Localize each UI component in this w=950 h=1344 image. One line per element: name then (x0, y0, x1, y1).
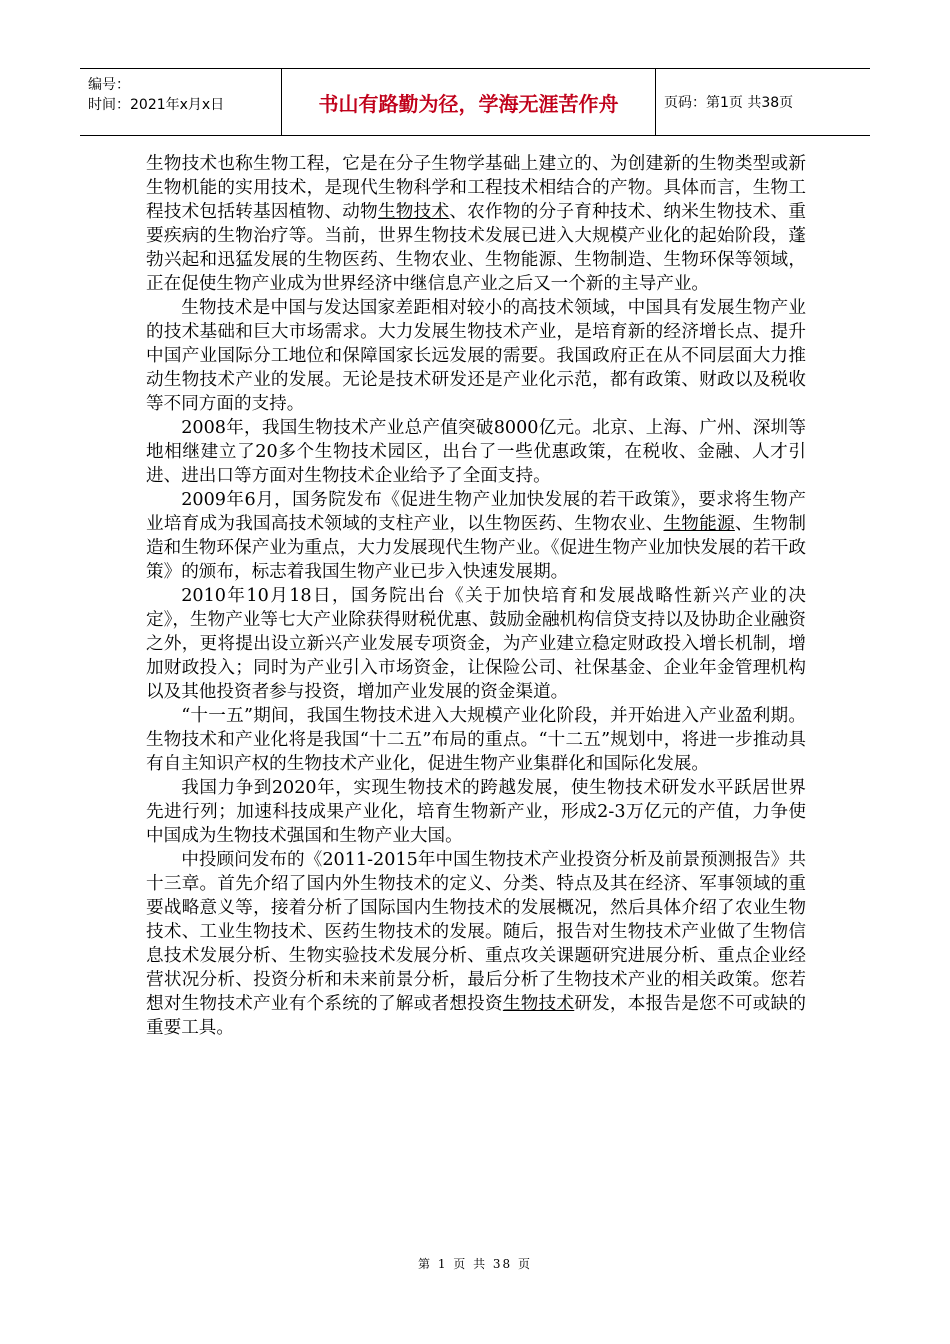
page-footer: 第 1 页 共 38 页 (418, 1257, 532, 1271)
document-body (146, 152, 806, 1040)
bioenergy-link[interactable]: 生物能源 (663, 514, 735, 534)
document-number-label: 编号： (88, 77, 130, 93)
biotech-link-2[interactable]: 生物技术 (502, 994, 575, 1014)
page-header (80, 68, 870, 136)
paragraph-7: 我国力争到2020年，实现生物技术的跨越发展，使生物技术研发水平跃居世界先进行列；加速科技成果产业化，培育生物新产业，形成2-3万亿元的产值，力争使中国成为生物技术强国和生物产业大国。 (146, 778, 806, 846)
paragraph-5: 2010年10月18日，国务院出台《关于加快培育和发展战略性新兴产业的决定》，生物产业等七大产业除获得财税优惠、鼓励金融机构信贷支持以及协助企业融资之外，更将提出设立新兴产业发展专项资金，为产业建立稳定财政投入增长机制，增加财政投入；同时为产业引入市场资金，让保险公司、社保基金、企业年金管理机构以及其他投资者参与投资，增加产业发展的资金渠道。 (146, 586, 806, 702)
paragraph-3: 2008年，我国生物技术产业总产值突破8000亿元。北京、上海、广州、深圳等地相继建立了20多个生物技术园区，出台了一些优惠政策，在税收、金融、人才引进、进出口等方面对生物技术企业给予了全面支持。 (146, 418, 806, 486)
header-page-info: 页码：第1页 共38页 (664, 95, 794, 111)
paragraph-4: 2009年6月，国务院发布《促进生物产业加快发展的若干政策》，要求将生物产业培育成为我国高技术领域的支柱产业，以生物医药、生物农业、生物能源、生物制造和生物环保产业为重点，大力发展现代生物产业。《促进生物产业加快发展的若干政策》的颁布，标志着我国生物产业已步入快速发展期。 (146, 490, 806, 582)
biotech-link[interactable]: 生物技术 (377, 202, 450, 222)
header-motto: 书山有路勤为径，学海无涯苦作舟 (282, 69, 656, 135)
paragraph-6: “十一五”期间，我国生物技术进入大规模产业化阶段，并开始进入产业盈利期。生物技术和产业化将是我国“十二五”布局的重点。“十二五”规划中，将进一步推动具有自主知识产权的生物技术产业化，促进生物产业集群化和国际化发展。 (146, 706, 806, 774)
document-time-label: 时间：2021年x月x日 (88, 97, 225, 113)
header-meta (80, 69, 282, 135)
paragraph-8: 中投顾问发布的《2011-2015年中国生物技术产业投资分析及前景预测报告》共十三章。首先介绍了国内外生物技术的定义、分类、特点及其在经济、军事领域的重要战略意义等，接着分析了国际国内生物技术的发展概况，然后具体介绍了农业生物技术、工业生物技术、医药生物技术的发展。随后，报告对生物技术产业做了生物信息技术发展分析、生物实验技术发展分析、重点攻关课题研究进展分析、重点企业经营状况分析、投资分析和未来前景分析，最后分析了生物技术产业的相关政策。您若想对生物技术产业有个系统的了解或者想投资生物技术研发，本报告是您不可或缺的重要工具。 (146, 850, 806, 1038)
paragraph-1: 生物技术也称生物工程，它是在分子生物学基础上建立的、为创建新的生物类型或新生物机能的实用技术，是现代生物科学和工程技术相结合的产物。具体而言，生物工程技术包括转基因植物、动物生物技术、农作物的分子育种技术、纳米生物技术、重要疾病的生物治疗等。当前，世界生物技术发展已进入大规模产业化的起始阶段，蓬勃兴起和迅猛发展的生物医药、生物农业、生物能源、生物制造、生物环保等领域，正在促使生物产业成为世界经济中继信息产业之后又一个新的主导产业。 (146, 154, 806, 294)
paragraph-2: 生物技术是中国与发达国家差距相对较小的高技术领域，中国具有发展生物产业的技术基础和巨大市场需求。大力发展生物技术产业，是培育新的经济增长点、提升中国产业国际分工地位和保障国家长远发展的需要。我国政府正在从不同层面大力推动生物技术产业的发展。无论是技术研发还是产业化示范，都有政策、财政以及税收等不同方面的支持。 (146, 298, 806, 414)
